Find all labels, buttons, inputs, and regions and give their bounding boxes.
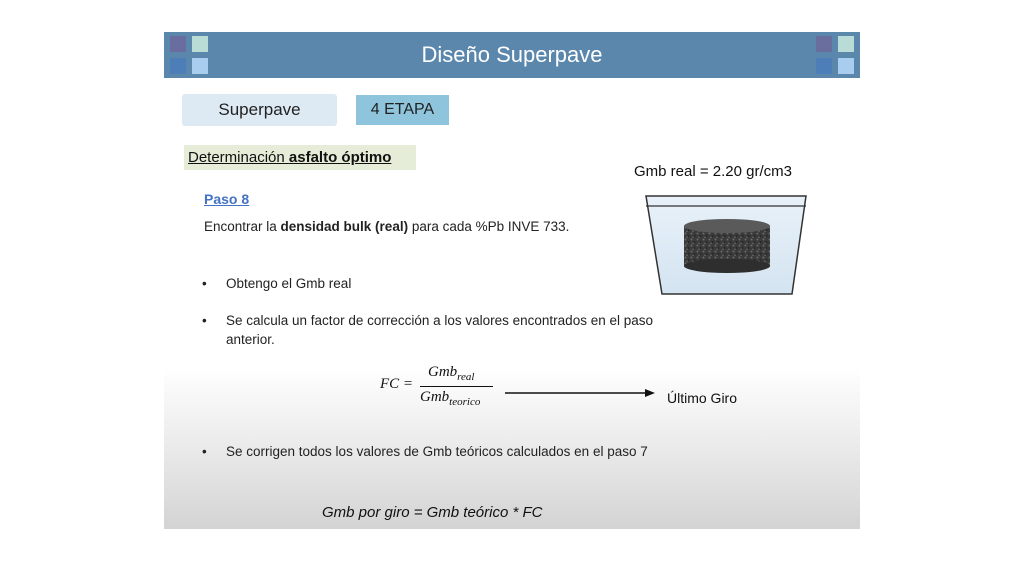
bullet-dot: • [202,276,207,291]
formula-lhs: FC = [380,376,414,392]
formula-den-sub: teorico [449,396,481,408]
fc-formula [378,362,508,412]
bullet-text: Se corrigen todos los valores de Gmb teóricos calculados en el paso 7 [226,444,648,459]
step-desc-bold: densidad bulk (real) [280,219,409,234]
section-heading [184,145,416,170]
step-title: Paso 8 [204,191,250,207]
fraction-bar [420,386,493,387]
formula-den-base: Gmb [420,389,450,405]
formula-numerator [428,364,474,383]
slide-title: Diseño Superpave [421,42,603,67]
step-desc-prefix: Encontrar la [204,219,281,234]
bullet-dot: • [202,313,207,328]
bullet-text: Se calcula un factor de corrección a los valores encontrados en el paso anterior. [226,313,653,347]
tab-etapa: 4 ETAPA [356,95,449,125]
bullet-text: Obtengo el Gmb real [226,276,352,291]
gmb-real-label: Gmb real = 2.20 gr/cm3 [634,163,792,180]
decor-square [816,36,832,52]
beaker-illustration [642,190,812,300]
bullet-dot: • [202,444,207,459]
decor-square [816,58,832,74]
title-bar [164,32,860,78]
formula-num-sub: real [457,371,475,383]
step-description [204,219,569,234]
final-formula: Gmb por giro = Gmb teórico * FC [322,504,543,521]
formula-denominator [420,389,480,408]
section-heading-bold: asfalto óptimo [288,149,392,166]
formula-num-base: Gmb [428,364,458,380]
ultimo-giro-label: Último Giro [667,390,738,406]
slide [164,32,860,529]
decor-square [838,36,854,52]
decor-square [838,58,854,74]
section-heading-prefix: Determinación [188,149,289,166]
step-desc-suffix: para cada %Pb INVE 733. [408,219,570,234]
tab-superpave: Superpave [182,94,337,126]
right-arrow-icon [505,387,655,399]
